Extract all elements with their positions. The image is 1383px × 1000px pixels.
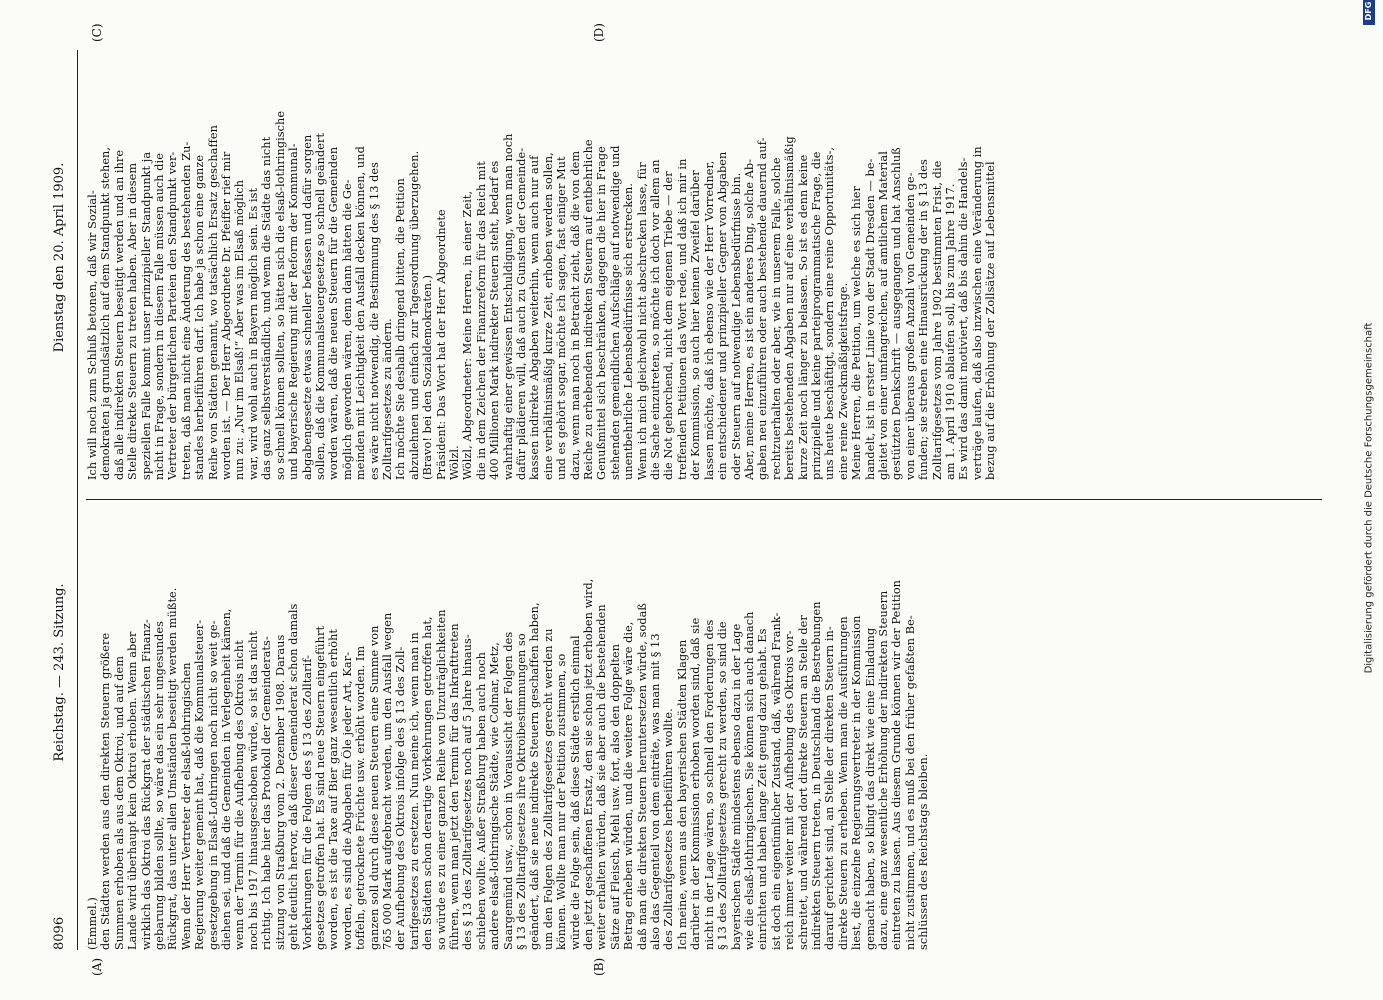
page-number: 8096	[51, 916, 66, 950]
text-line: darauf gerichtet sind, an Stelle der direkten Steuern in-	[822, 626, 836, 950]
text-line: Wenn ich mich gleichwohl nicht abschrecken lasse, für	[635, 162, 649, 480]
text-line: abzulehnen und einfach zur Tagesordnung überzugehen.	[407, 150, 421, 480]
page-header	[48, 50, 70, 950]
text-line: schieben wollte. Außer Straßburg haben auch noch	[474, 651, 488, 950]
text-line: tarifgesetzes zu ersetzen. Nun meine ich, wenn man in	[407, 632, 421, 950]
right-text-column	[86, 50, 1322, 480]
text-line: wie die elsaß-lothringischen. Sie können sich auch danach	[742, 611, 756, 950]
text-line: daß man die direkten Steuern heruntersetzen würde, sodaß	[635, 602, 649, 950]
text-line: möglich geworden wären, denn dann hätten die Ge-	[340, 179, 354, 480]
text-line: gemacht haben, so klingt das direkt wie eine Einladung	[863, 627, 877, 950]
text-line: (Emmel.)	[85, 897, 99, 950]
text-line: § 13 des Zolltarifgesetzes ihre Oktroibestimmungen so	[514, 633, 528, 950]
text-line: richtig. Ich habe hier das Protokoll der Gemeinderats-	[259, 636, 273, 950]
text-line: eine reine Zweckmäßigkeitsfrage.	[836, 282, 850, 480]
text-line: die Not gehorchend, nicht dem eigenen Triebe — der	[661, 171, 675, 480]
text-line: noch bis 1917 hinausgeschoben würde, so ist das nicht	[246, 631, 260, 950]
text-line: Reihe von Städten genannt, wo tatsächlich Ersatz geschaffen	[206, 125, 220, 480]
text-line: andere elsaß-lothringische Städte, wie Colmar, Metz,	[487, 642, 501, 950]
text-line: dazu, wenn man noch in Betracht zieht, daß die von dem	[568, 150, 582, 480]
text-line: Ich meine, wenn aus den bayerischen Städten Klagen	[675, 639, 689, 950]
text-line: Aber, meine Herren, es ist ein anderes Ding, solche Ab-	[742, 158, 756, 480]
text-line: meinden mit Leichtigkeit den Ausfall decken können, und	[353, 146, 367, 480]
text-line: worden, es ist die Taxe auf Bier ganz wesentlich erhöht	[326, 629, 340, 950]
text-line: die Sache einzutreten, so möchte ich doch vor allem an	[648, 159, 662, 480]
text-line: es wäre nicht notwendig, die Bestimmung des § 13 des	[367, 162, 381, 480]
text-line: unentbehrliche Lebensbedürfnisse sich erstrecken.	[621, 183, 635, 480]
digitization-notice-text: Digitalisierung gefördert durch die Deutsche Forschungsgemeinschaft	[1363, 322, 1375, 673]
text-line: geändert, daß sie neue indirekte Steuern geschaffen haben,	[527, 602, 541, 950]
text-line: dazu, eine ganz wesentliche Erhöhung der indirekten Steuern	[876, 590, 890, 950]
text-line: speziellen Falle kommt unser prinzipieller Standpunkt ja	[139, 151, 153, 480]
text-line: Stelle direkte Steuern zu treten haben. Aber in diesem	[125, 162, 139, 480]
text-line: bereits bestehenden Abgaben nur auf eine verhältnismäßig	[782, 136, 796, 480]
text-line: uns heute beschäftigt, sondern eine reine Opportunitäts-,	[822, 147, 836, 480]
text-line: und bayerische Regierung mit der Reform der Kommunal-	[286, 143, 300, 480]
text-line: den Städten schon derartige Vorkehrungen getroffen hat,	[420, 616, 434, 950]
text-line: Ich will noch zum Schluß betonen, daß wir Sozial-	[85, 190, 99, 480]
digitization-notice	[1363, 1, 1375, 990]
text-line: oder Steuern auf notwendige Lebensbedürfnisse bin.	[729, 172, 742, 480]
text-line: 400 Millionen Mark indirekter Steuern steht, bedarf es	[487, 160, 501, 480]
text-line: Reiche zu erhebenden indirekten Steuern auf entbehrliche	[581, 139, 595, 480]
text-line: dafür plädieren will, daß auch zu Gunsten der Gemeinde-	[514, 147, 528, 480]
text-line: lassen möchte, daß ich ebenso wie der Herr Vorredner,	[702, 160, 716, 480]
text-line: führen, wenn man jetzt den Termin für das Inkrafttreten	[447, 623, 461, 950]
text-line: Es wird das damit motiviert, daß bis dahin die Handels-	[956, 157, 970, 480]
column-divider	[86, 499, 1322, 500]
text-line: wirklich das Oktroi das Rückgrat der städtischen Finanz-	[139, 619, 153, 950]
text-line: und es gehört sogar, möchte ich sagen, fast einiger Mut	[554, 156, 568, 480]
text-line: schlüssen des Reichstags bleiben.	[916, 753, 930, 950]
text-line: darüber in der Kommission erhoben worden sind, daß sie	[688, 617, 702, 950]
text-line: nicht zustimmen, und es muß bei den früher gefaßten Be-	[903, 615, 917, 950]
text-line: direkte Steuern zu erheben. Wenn man die Ausführungen	[836, 616, 850, 950]
text-line: diehen sei, und daß die Gemeinden in Verlegenheit kämen,	[219, 608, 233, 950]
margin-mark-b: (B)	[591, 957, 606, 976]
text-line: so schnell können sollten, so hätten sich die elsaß-lothringische	[273, 110, 287, 480]
text-line: der Aufhebung des Oktrois infolge des § 13 des Zoll-	[393, 646, 407, 950]
text-line: am 1. April 1910 ablaufen soll, bis zum Jahre 1917.	[943, 183, 957, 480]
text-line: Vorkehrungen für die Folgen des § 13 des Zolltarif-	[300, 655, 313, 950]
text-line: reich immer weiter mit der Aufhebung des Oktrois vor-	[782, 630, 796, 950]
text-line: sitzung von Straßburg vom 2. Dezember 1908. Daraus	[273, 634, 287, 950]
text-line: geht deutlich hervor, daß dieser Gemeinderat schon damals	[286, 603, 300, 950]
text-line: also das Gegenteil von dem einträte, was man mit § 13	[648, 633, 662, 950]
text-line: verträge laufen, daß also inzwischen eine Veränderung in	[970, 146, 984, 480]
text-line: war, wird wohl auch in Bayern möglich sein. Es ist	[246, 187, 260, 480]
text-line: Präsident: Das Wort hat der Herr Abgeordnete	[434, 209, 448, 480]
text-line: Rückgrat, das unter allen Umständen beseitigt werden müßte.	[165, 587, 179, 950]
text-line: von einer überaus großen Anzahl von Gemeinden ge-	[903, 172, 917, 480]
text-line: demokraten ja grundsätzlich auf dem Standpunkt stehen,	[98, 146, 112, 480]
text-line: Ich möchte Sie deshalb dringend bitten, die Petition	[393, 178, 407, 480]
text-line: gleitet von einer umfangreichen, auf amtlichem Material	[876, 151, 890, 480]
text-line: Sätze auf Fleisch, Mehl usw. fort, also den doppelten	[608, 643, 622, 950]
text-line: gestützten Denkschrift — ausgegangen und hat Anschluß	[889, 147, 903, 480]
text-line: stehenden gemeindlichen Aufschläge auf notwendige und	[608, 145, 622, 480]
text-line: wahrhaftig einer gewissen Entschuldigung, wenn man noch	[501, 133, 515, 480]
text-line: Betrag erheben würden, und die weitere Folge wäre die,	[621, 621, 635, 950]
header-rule	[77, 50, 78, 950]
text-line: können. Wollte man nur der Petition zustimmen, so	[554, 653, 568, 950]
text-line: Wenn der Herr Vertreter der elsaß-lothringischen	[179, 662, 193, 950]
text-line: (Bravo! bei den Sozialdemokraten.)	[420, 274, 434, 480]
dfg-logo: DFG	[1363, 0, 1375, 25]
text-line: liest, die einzelne Regierungsvertreter in der Kommission	[849, 615, 863, 950]
text-line: nicht in Frage, sondern in diesem Falle müssen auch die	[152, 153, 166, 480]
text-line: Lande wird überhaupt kein Oktroi erhoben. Wenn aber	[125, 631, 139, 950]
text-line: bezug auf die Erhöhung der Zollsätze auf Lebensmittel	[983, 161, 997, 480]
text-line: Regierung weiter gemeint hat, daß die Kommunalsteuer-	[192, 619, 206, 950]
text-line: worden ist. — Der Herr Abgeordnete Dr. Pfeiffer rief mir	[219, 151, 233, 480]
text-line: der Kommission, so auch hier keinen Zweifel darüber	[688, 170, 702, 480]
text-line: des Zolltarifgesetzes herbeiführen wollte.	[661, 708, 675, 950]
text-line: Meine Herren, die Petition, um welche es sich hier	[849, 186, 863, 480]
text-line: weiter erhalten würden, daß sie aber auch die bestehenden	[594, 604, 608, 950]
right-running-title: Dienstag den 20. April 1909.	[51, 162, 66, 353]
text-line: Wölzl.	[447, 445, 461, 480]
text-line: worden wären, daß die neuen Steuern für die Gemeinden	[326, 146, 340, 480]
text-line: Zolltarifgesetzes zu ändern.	[380, 318, 394, 480]
text-line: kurze Zeit noch länger zu belassen. So ist es denn keine	[796, 154, 810, 480]
text-line: gaben neu einzuführen oder auch bestehende dauernd auf-	[755, 137, 769, 480]
margin-mark-d: (D)	[591, 23, 606, 42]
text-line: einrichten und haben lange Zeit genug dazu gehabt. Es	[755, 628, 769, 950]
text-line: prinzipielle und keine parteiprogrammatische Frage, die	[809, 151, 823, 480]
text-line: daß alle indirekten Steuern beseitigt werden und an ihre	[112, 149, 126, 480]
text-line: würde die Folge sein, daß diese Städte erstlich einmal	[568, 635, 582, 950]
text-line: nun zu: „Nur im Elsaß!“ Aber was im Elsaß möglich	[232, 179, 246, 480]
text-line: eintreten zu lassen. Aus diesem Grunde können wir der Petition	[889, 579, 903, 950]
rotated-document-sheet	[32, 23, 1352, 976]
text-line: den Städten werden aus den direkten Steuern größere	[98, 632, 112, 950]
margin-mark-c: (C)	[89, 23, 104, 42]
text-line: Vertreter der bürgerlichen Parteien den Standpunkt ver-	[165, 151, 179, 480]
text-line: abgabengesetze etwas schneller befassen und dafür sorgen	[300, 134, 313, 480]
text-line: § 13 des Zolltarifgesetzes gerecht zu werden, so sind die	[715, 621, 729, 950]
left-text-column	[86, 520, 1322, 950]
text-line: Wölzl, Abgeordneter: Meine Herren, in einer Zeit,	[460, 190, 474, 480]
text-line: Genußmittel sich beschränken, dagegen die hier in Frage	[594, 146, 608, 480]
text-line: rechtzuerhalten oder aber, wie in unserem Falle, solche	[769, 157, 783, 480]
text-line: 765 000 Mark aufgebracht werden, um den Ausfall wegen	[380, 612, 394, 950]
text-line: treffenden Petitionen das Wort rede, und daß ich mir in	[675, 158, 689, 480]
text-line: toffeln, getrocknete Früchte usw. erhöht worden. Im	[353, 645, 367, 950]
text-line: bayerischen Städte mindestens ebenso dazu in der Lage	[729, 623, 742, 950]
text-line: handelt, ist in erster Linie von der Stadt Dresden — be-	[863, 158, 877, 480]
text-line: Summen erhoben als aus dem Oktroi, und auf dem	[112, 655, 126, 950]
text-line: treten, daß man nicht eine Änderung des bestehenden Zu-	[179, 141, 193, 480]
text-line: gebarung bilden sollte, so wäre das ein sehr ungesundes	[152, 621, 166, 950]
text-line: Zolltarifgesetzes vom Jahre 1902 bestimmten Frist, die	[930, 160, 944, 480]
text-line: den jetzt geschaffenen Ersatz, den sie schon jetzt erhoben wird,	[581, 578, 595, 950]
text-line: gesetzes getroffen hat. Es sind neue Steuern eingeführt	[313, 625, 327, 950]
text-line: die in dem Zeichen der Finanzreform für das Reich mit	[474, 161, 488, 480]
text-line: ganzen soll durch diese neuen Steuern eine Summe von	[367, 625, 381, 950]
margin-mark-a: (A)	[89, 957, 104, 976]
text-line: ist doch ein eigentümlicher Zustand, daß, während Frank-	[769, 612, 783, 950]
text-line: indirekten Steuern treten, in Deutschland die Bestrebungen	[809, 601, 823, 950]
text-line: eine verhältnismäßig kurze Zeit, erhoben werden sollen,	[541, 152, 555, 480]
text-line: wenn der Termin für die Aufhebung des Oktrois nicht	[232, 640, 246, 950]
text-line: um den Folgen des Zolltarifgesetzes gerecht werden zu	[541, 628, 555, 950]
text-line: worden, es sind die Abgaben für Öle jeder Art, Kar-	[340, 651, 354, 950]
text-line: sollen, daß die Kommunalsteuergesetze so schnell geändert	[313, 132, 327, 480]
text-line: nicht in der Lage wären, so schnell den Forderungen des	[702, 619, 716, 950]
text-line: standes herbeiführen darf. Ich habe ja schon eine ganze	[192, 154, 206, 480]
text-line: kassen indirekte Abgaben weiterhin, wenn auch nur auf	[527, 155, 541, 480]
text-line: funden; sie streben eine Hinausrückung der in § 13 des	[916, 159, 930, 480]
text-line: das ganz selbstverständlich, und wenn die Städte das nicht	[259, 136, 273, 480]
left-running-title: Reichstag. — 243. Sitzung.	[51, 583, 66, 762]
text-line: gesetzgebung in Elsaß-Lothringen noch nicht so weit ge-	[206, 620, 220, 950]
text-line: Saargemünd usw., schon in Voraussicht der Folgen des	[501, 631, 515, 950]
text-line: so würde es zu einer ganzen Reihe von Unzuträglichkeiten	[434, 609, 448, 950]
text-line: des § 13 des Zolltarifgesetzes noch auf 5 Jahre hinaus-	[460, 634, 474, 950]
text-line: schreitet, und während dort direkte Steuern an Stelle der	[796, 615, 810, 950]
text-line: ein entschiedener und prinzipieller Gegner von Abgaben	[715, 151, 729, 480]
